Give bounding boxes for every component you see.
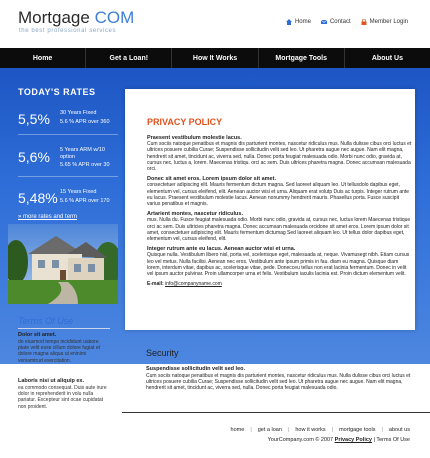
privacy-policy-panel: [125, 89, 415, 330]
divider: [18, 134, 118, 135]
footer-divider: [122, 412, 430, 413]
security-heading: Suspendisse sollicitudin velit sed leo.: [146, 366, 246, 372]
arrow-right-icon: »: [18, 214, 24, 220]
security-text: Cum sociis natoque penatibus et magnis dis parturient montes, nascetur ridiculus mus. Nulla dulisse cibus orci luctus et ultrices posuere cubilia Curae; Suspendisse sollicitudin velit sed leo. Ut pharetra augue nec augue. Nam elit magna, hendrerit sit amet, tincidunt ac, viverra sed, nulla. Donec porta feugiat malesuada odio.: [146, 373, 411, 392]
copyright: [268, 437, 410, 443]
rate-apr: 5.6 % APR over 170: [60, 198, 110, 204]
top-link-label: Contact: [329, 19, 351, 25]
separator: |: [287, 427, 290, 433]
terms-heading: Dolor sit amet.: [18, 332, 57, 338]
footer-link-mortgage-tools[interactable]: mortgage tools: [339, 427, 376, 433]
terms-text: ea commodo consequat. Duis aute irure dolor in reprehenderit in volu nulla pariatur. Excepteur sint ocae cupidatat non proident.: [18, 385, 107, 410]
section-heading: Praesent vestibulum molestie lacus.: [147, 135, 242, 141]
rate-term: 30 Years Fixed: [60, 110, 97, 116]
logo-com: COM: [94, 8, 135, 27]
top-link-contact[interactable]: [321, 19, 351, 25]
more-rates-label: more rates and term: [23, 214, 78, 220]
divider: [18, 176, 118, 177]
security-title: Security: [146, 348, 179, 358]
rate-apr: 5.6 % APR over 360: [60, 119, 110, 125]
section-heading: Donec sit amet eros. Lorem ipsum dolor sit amet.: [147, 176, 276, 183]
section-text: mus. Nulla du. Fusce feugiat malesuada odio. Morbi nunc odio, gravida at, cursus nec, luctus lorem Maecenas tristique orci ac sem. Duis ultricies pharetra magna. Donec accumsan malesuada orcidone sit amet eros. Lorem ipsum dolor sit amet, consectetuer adipiscing elit. Mauris fermentum dictumag Sed laoreet aliquam leo. Ut tellus dolor dapibus eget, elementum vel, cursus eleifend, elit.: [147, 217, 411, 243]
footer-link-how-it-works[interactable]: how it works: [295, 427, 326, 433]
rate-value: 5,48%: [18, 190, 58, 206]
top-links: [286, 19, 408, 25]
rates-title: TODAY'S RATES: [18, 87, 96, 97]
section-heading: Artarient montes, nascetur ridiculus.: [147, 211, 243, 218]
nav-item-about-us[interactable]: About Us: [371, 54, 403, 62]
footer-links: [231, 427, 410, 433]
copyright-text: YourCompany.com © 2007: [267, 437, 334, 443]
divider: [18, 328, 110, 329]
section-heading: Integer rutrum ante eu lacus. Aenean auctor wisi et urna.: [147, 246, 296, 253]
nav-item-how-it-works[interactable]: How It Works: [172, 48, 258, 68]
separator: |: [381, 427, 383, 433]
rate-term: 5 Years ARM w/10: [60, 147, 105, 153]
rate-value: 5,6%: [18, 149, 50, 165]
terms-heading: Laboris nisi ut aliquip ex.: [18, 378, 85, 384]
rate-apr: 5.65 % APR over 30: [60, 162, 110, 168]
footer-link-about-us[interactable]: about us: [388, 427, 410, 433]
email-label: E-mail:: [147, 281, 164, 288]
rate-value: 5,5%: [18, 111, 50, 127]
top-link-member-login[interactable]: [361, 19, 408, 25]
terms-of-use-link[interactable]: Terms Of Use: [376, 437, 410, 443]
top-link-label: Member Login: [369, 19, 408, 25]
email-link[interactable]: info@companyname.com: [165, 281, 222, 288]
section-text: Quisque nulla. Vestibulum libero nisl, porta vel, scelerisque eget, malesuada at, neque. Vivamusegt nibh. Etiam cursus leo vel metus. Nulla facilisi. Aenean nec eros. Vestibulum ante ipsum primis in fau. diam eu magna. Quisque diam lorem, interdum vitae, dapibus ac, scelerisque vitae, pede. Donecceu tellus non erat lacinia fermentum. Donec in velit vel ipsum auctor pulvinar. Proin ullamcorper urna et felis. Vestibulum iaculis lacinia est. Proin dictum elementum velit.: [147, 252, 410, 278]
nav-item-get-a-loan[interactable]: Get a Loan!: [86, 48, 172, 68]
privacy-policy-link[interactable]: Privacy Policy: [334, 437, 372, 443]
logo-text: Mortgage: [18, 8, 90, 27]
section-text: consectetuer adipiscing elit. Mauris fermentum dictum magna. Sed laoreet aliquam leo. Ut tellusdolo dapibus eget, elementum vel, cursus eleifend, elit. Aenean auctor wisi et urna. Aliquam erat volutp Duis ac turpis. Integer rutrum ante eu lacus. Praesent vestibulum molestie lacus. Aenean nonummy hendrerit mauris. Phasellus porta. Fusce suscipit varius penatibus et magnis.: [147, 182, 410, 208]
terms-title: Terms Of Use: [18, 316, 74, 326]
footer-link-home[interactable]: home: [230, 427, 245, 433]
policy-body: [147, 135, 413, 287]
nav-item-mortgage-tools[interactable]: Mortgage Tools: [259, 48, 345, 68]
footer-link-get-a-loan[interactable]: get a loan: [257, 427, 282, 433]
home-icon: [286, 19, 292, 25]
rate-term: 15 Years Fixed: [60, 189, 97, 195]
nav-item-home[interactable]: Home: [0, 48, 86, 68]
separator: |: [250, 427, 252, 433]
section-text: Cum sociis natoque penatibus et magnis dis parturient montes, nascetur ridiculus mus. Nulla dulisse cibus orci luctus et ultrices posuere cubilia Curae; Suspendisse sollicitudin velit sed leo. Ut pharetra augue nec augue. Nam elit magna, hendrerit sit amet, tincidunt ac, viverra sed, nulla. Donec porta feugiat malesuada odio. Morbi nunc odio, gravida at, cursus nec, luctus a, lorem. Maecenas tristiqu. orci ac sem. Duis ultrices pharetra magna. Donec accumsan malesuada orci.: [147, 141, 412, 173]
top-link-home[interactable]: [286, 19, 311, 25]
terms-text: do eiusmod tempo incididunt uabore ptate velit esse cillum dolore fugiat et dolore magna aliqua ut eninimi veniamtrud exercitation.: [18, 339, 100, 364]
lock-icon: [361, 19, 367, 25]
header: [0, 0, 430, 48]
logo[interactable]: [18, 9, 134, 27]
email-line: [147, 281, 413, 287]
more-rates-link[interactable]: [18, 214, 77, 220]
top-link-label: Home: [294, 19, 311, 25]
separator: |: [373, 437, 375, 443]
terms-of-use-box: [8, 306, 118, 430]
tagline: the best professional services: [19, 28, 117, 34]
house-image: [8, 224, 118, 304]
page-title: PRIVACY POLICY: [147, 117, 223, 127]
rate-term-option: option: [60, 154, 75, 160]
main-nav: [0, 48, 430, 68]
contact-icon: [321, 19, 327, 25]
separator: |: [331, 427, 334, 433]
